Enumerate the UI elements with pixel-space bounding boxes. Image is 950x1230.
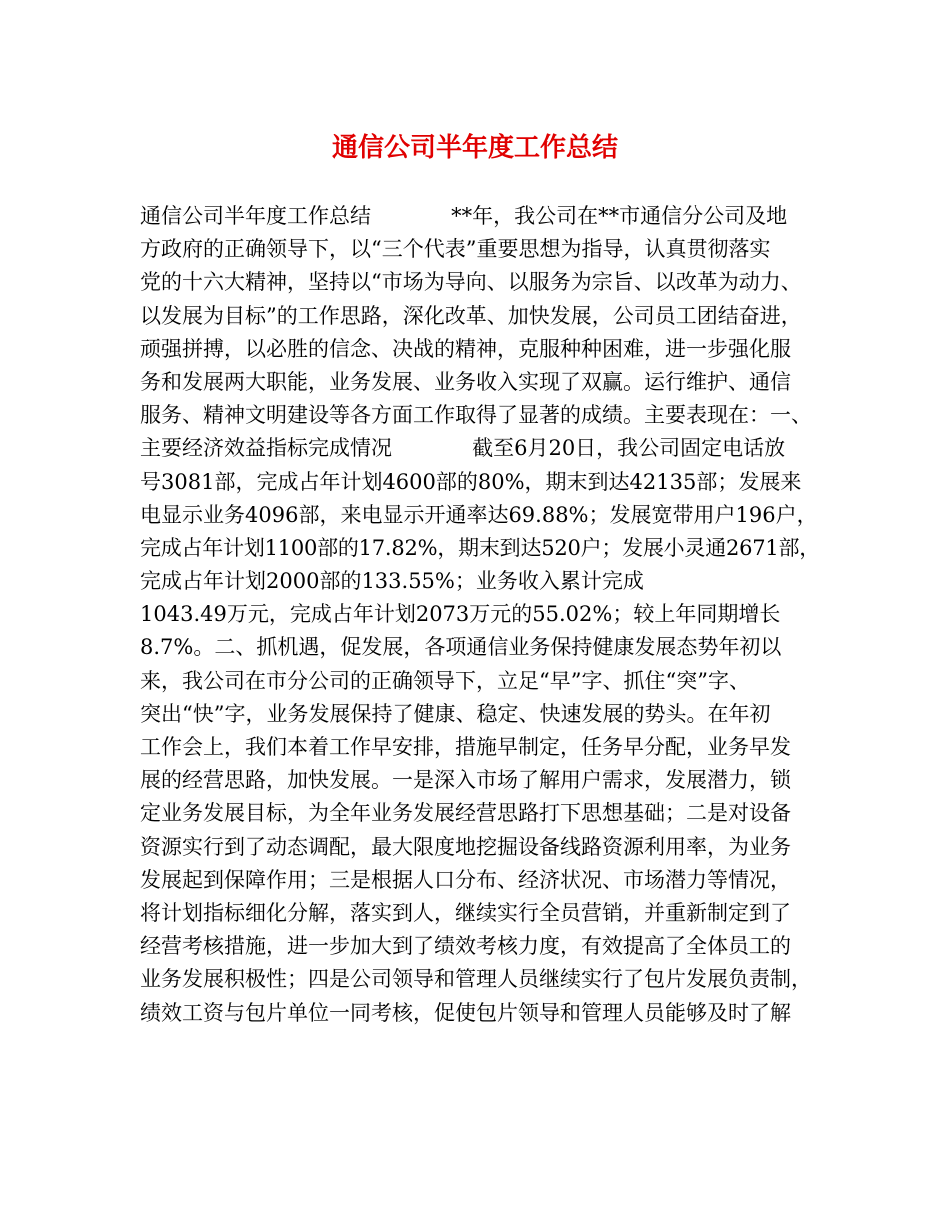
body-text-line: 来，我公司在市分公司的正确领导下，立足“早”字、抓住“突”字、 bbox=[140, 668, 750, 693]
body-text-line: 发展起到保障作用；三是根据人口分布、经济状况、市场潜力等情况， bbox=[140, 867, 791, 892]
body-text-line: 以发展为目标”的工作思路，深化改革、加快发展，公司员工团结奋进， bbox=[140, 303, 802, 328]
body-text-line: 经营考核措施，进一步加大到了绩效考核力度，有效提高了全体员工的 bbox=[140, 934, 791, 959]
body-text-line: 完成占年计划2000部的133.55%；业务收入累计完成 bbox=[140, 569, 644, 594]
body-text-line: 党的十六大精神，坚持以“市场为导向、以服务为宗旨、以改革为动力、 bbox=[140, 270, 802, 295]
body-text-line: 1043.49万元，完成占年计划2073万元的55.02%；较上年同期增长 bbox=[140, 602, 781, 627]
body-text-line: 定业务发展目标，为全年业务发展经营思路打下思想基础；二是对设备 bbox=[140, 801, 791, 826]
body-text-line: 8.7%。二、抓机遇，促发展，各项通信业务保持健康发展态势年初以 bbox=[140, 635, 782, 660]
body-text-line: 展的经营思路，加快发展。一是深入市场了解用户需求，发展潜力，锁 bbox=[140, 768, 791, 793]
body-text-line: 顽强拼搏，以必胜的信念、决战的精神，克服种种困难，进一步强化服 bbox=[140, 336, 791, 361]
body-text-line: 通信公司半年度工作总结 **年，我公司在**市通信分公司及地 bbox=[140, 204, 788, 228]
body-text-line: 突出“快”字，业务发展保持了健康、稳定、快速发展的势头。在年初 bbox=[140, 701, 771, 726]
document-title: 通信公司半年度工作总结 bbox=[331, 133, 618, 163]
body-text-line: 号3081部，完成占年计划4600部的80%，期末到达42135部；发展来 bbox=[140, 469, 802, 494]
body-text-line: 完成占年计划1100部的17.82%，期末到达520户；发展小灵通2671部， bbox=[140, 535, 820, 560]
body-text-line: 务和发展两大职能，业务发展、业务收入实现了双赢。运行维护、通信 bbox=[140, 369, 791, 394]
body-text-line: 主要经济效益指标完成情况 截至6月20日，我公司固定电话放 bbox=[140, 436, 786, 461]
document-body bbox=[140, 200, 820, 1030]
body-text-line: 方政府的正确领导下，以“三个代表”重要思想为指导，认真贯彻落实 bbox=[140, 237, 771, 262]
body-text-line: 电显示业务4096部，来电显示开通率达69.88%；发展宽带用户196户， bbox=[140, 502, 818, 527]
body-text-line: 资源实行到了动态调配，最大限度地挖掘设备线路资源利用率，为业务 bbox=[140, 834, 791, 859]
body-text-line: 业务发展积极性；四是公司领导和管理人员继续实行了包片发展负责制， bbox=[140, 967, 812, 992]
body-text-line: 将计划指标细化分解，落实到人，继续实行全员营销，并重新制定到了 bbox=[140, 900, 791, 925]
body-text-line: 服务、精神文明建设等各方面工作取得了显著的成绩。主要表现在：一、 bbox=[140, 403, 812, 428]
body-text-line: 绩效工资与包片单位一同考核，促使包片领导和管理人员能够及时了解 bbox=[140, 1000, 791, 1025]
body-text-line: 工作会上，我们本着工作早安排，措施早制定，任务早分配，业务早发 bbox=[140, 735, 791, 759]
